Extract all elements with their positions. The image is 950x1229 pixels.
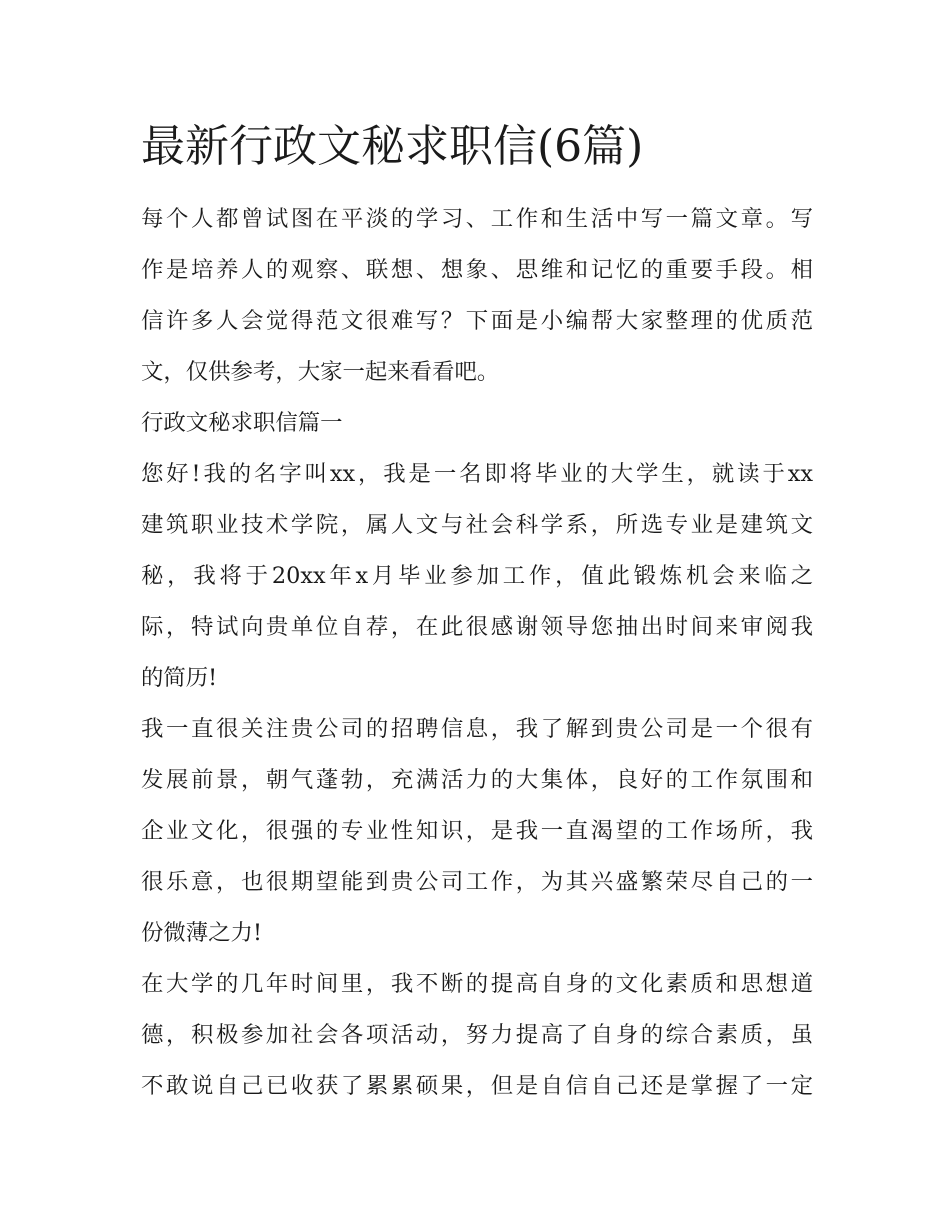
section-heading <box>141 398 813 449</box>
text-line: 不敢说自己已收获了累累硕果，但是自信自己还是掌握了一定 <box>141 1073 813 1099</box>
text-line: 份微薄之力! <box>141 920 262 946</box>
text-line: 发展前景，朝气蓬勃，充满活力的大集体，良好的工作氛围和 <box>141 767 813 793</box>
text-line: 很乐意，也很期望能到贵公司工作，为其兴盛繁荣尽自己的一 <box>141 869 813 895</box>
text-line: 作是培养人的观察、联想、想象、思维和记忆的重要手段。相 <box>141 257 813 283</box>
text-line: 在大学的几年时间里，我不断的提高自身的文化素质和思想道 <box>141 971 813 997</box>
text-line: 建筑职业技术学院，属人文与社会科学系，所选专业是建筑文 <box>141 512 813 538</box>
paragraph-greeting <box>141 449 813 704</box>
text-line: 信许多人会觉得范文很难写？下面是小编帮大家整理的优质范 <box>141 308 813 334</box>
document-page <box>141 112 813 1112</box>
document-title: 最新行政文秘求职信(6篇) <box>141 121 644 172</box>
text-line: 际，特试向贵单位自荐，在此很感谢领导您抽出时间来审阅我 <box>141 614 813 640</box>
text-line: 我一直很关注贵公司的招聘信息，我了解到贵公司是一个很有 <box>141 716 813 742</box>
text-line: 每个人都曾试图在平淡的学习、工作和生活中写一篇文章。写 <box>141 206 813 232</box>
text-line: 德，积极参加社会各项活动，努力提高了自身的综合素质，虽 <box>141 1022 813 1048</box>
text-line: 的简历! <box>141 665 218 691</box>
paragraph-university <box>141 959 813 1112</box>
text-line: 企业文化，很强的专业性知识，是我一直渴望的工作场所，我 <box>141 818 813 844</box>
text-line: 文，仅供参考，大家一起来看看吧。 <box>141 359 500 385</box>
text-line: 秘，我将于20xx年x月毕业参加工作，值此锻炼机会来临之 <box>141 563 813 589</box>
text-line: 您好!我的名字叫xx，我是一名即将毕业的大学生，就读于xx <box>141 461 813 487</box>
paragraph-intro <box>141 194 813 398</box>
text-line: 行政文秘求职信篇一 <box>141 410 343 436</box>
paragraph-interest <box>141 704 813 959</box>
